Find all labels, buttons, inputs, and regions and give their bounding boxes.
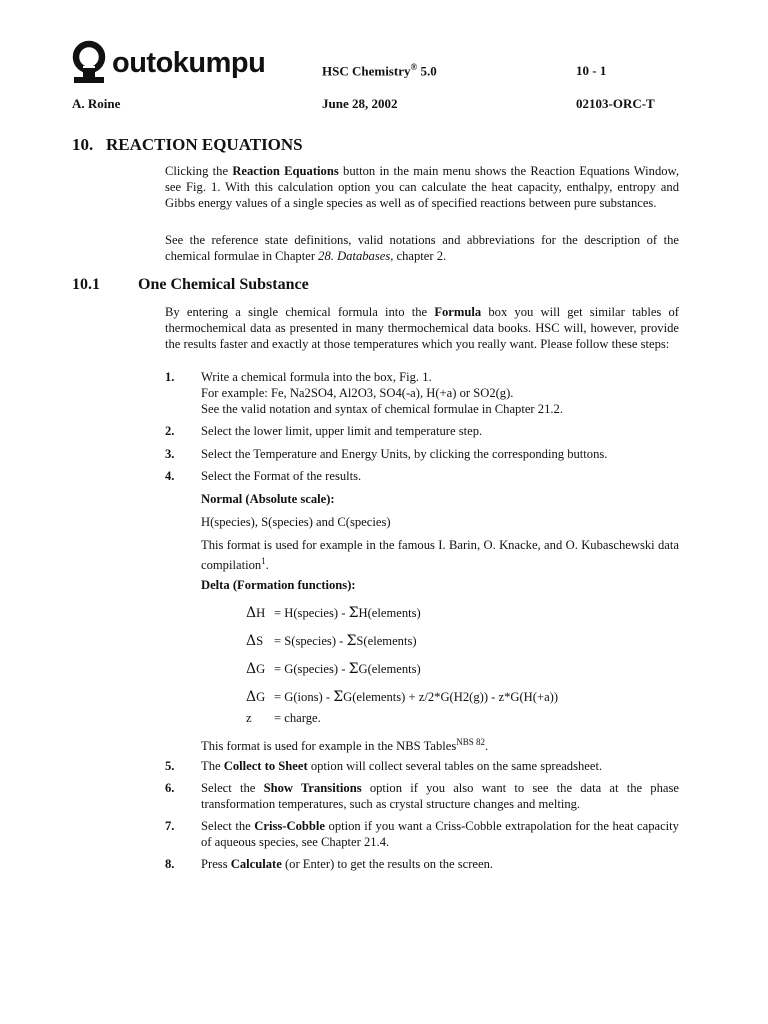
step-2: 2. Select the lower limit, upper limit and temperature step. [165,424,483,438]
formula-term: Formula [434,305,482,319]
subsection-number: 10.1 [72,276,100,293]
step-8: 8. Press Calculate (or Enter) to get the results on the screen. [165,857,494,871]
section-title: REACTION EQUATIONS [106,135,303,154]
product-version: 5.0 [420,63,437,79]
date: June 28, 2002 [322,96,398,111]
step-5: 5. The Collect to Sheet option will collect several tables on the same spreadsheet. [165,759,603,773]
charge-definition: z = charge. [246,711,321,725]
doc-code: 02103-ORC-T [576,96,655,111]
outokumpu-logo [72,40,265,86]
section-heading [72,135,303,155]
equation-delta-g-species: ΔG = G(species) - ΣG(elements) [246,661,421,677]
normal-format-heading: Normal (Absolute scale): [201,492,335,506]
step-1: 1. Write a chemical formula into the box, Fig. 1. For example: Fe, Na2SO4, Al2O3, SO4(-a), H(+a) or SO2(g). See the valid notation and syntax of chemical formulae in Chapter 21.2. [165,370,679,417]
product-title [322,62,437,79]
criss-cobble-term: Criss-Cobble [254,819,325,833]
equation-delta-s: ΔS = S(species) - ΣS(elements) [246,633,417,649]
calculate-term: Calculate [230,857,282,871]
author: A. Roine [72,96,121,111]
step-6: 6. Select the Show Transitions option if you also want to see the data at the phase transformation temperatures, such as crystal structure changes and melting. [165,781,679,811]
subsection-intro: By entering a single chemical formula into the Formula box you will get similar tables of thermochemical data as presented in many thermochemical data books. HSC will, however, provide the results faster and exactly at those temperatures which you really want. Please follow these steps: [165,305,679,351]
step-1-line-2: For example: Fe, Na2SO4, Al2O3, SO4(-a), H(+a) or SO2(g). [201,385,514,400]
intro-paragraph: Clicking the Reaction Equations button in the main menu shows the Reaction Equations Window, see Fig. 1. With this calculation option you can calculate the heat capacity, enthalpy, entropy and Gibbs energy values of a single species as well as of specified reactions between pure substances. [165,164,679,210]
collect-to-sheet-term: Collect to Sheet [223,759,308,773]
normal-format-note: This format is used for example in the famous I. Barin, O. Knacke, and O. Kubaschewski data compilation$^1$. [201,538,679,572]
reaction-equations-term: Reaction Equations [232,164,339,178]
omega-logo-icon [72,40,106,86]
reference-paragraph: See the reference state definitions, valid notations and abbreviations for the description of the chemical formulae in Chapter 28. Databases, chapter 2. [165,233,679,263]
registered-mark: ® [410,62,418,72]
step-1-line-1: Write a chemical formula into the box, Fig. 1. [201,370,432,384]
chapter-reference: 28. Databases, [318,248,394,263]
footnote-1: 1 [261,555,266,566]
section-number: 10. [72,135,94,154]
delta-format-heading: Delta (Formation functions): [201,578,356,592]
subsection-title: One Chemical Substance [138,276,309,293]
step-7: 7. Select the Criss-Cobble option if you want a Criss-Cobble extrapolation for the heat capacity of aqueous species, see Chapter 21.4. [165,819,679,849]
product-name: HSC Chemistry [322,63,411,79]
subsection-heading [72,276,309,294]
normal-format-formula: H(species), S(species) and C(species) [201,515,391,529]
equation-delta-h: ΔH = H(species) - ΣH(elements) [246,605,421,621]
show-transitions-term: Show Transitions [263,781,362,795]
step-4: 4. Select the Format of the results. [165,469,362,483]
page-number: 10 - 1 [576,63,607,78]
step-1-line-3: See the valid notation and syntax of chemical formulae in Chapter 21.2. [201,401,563,416]
delta-format-note: This format is used for example in the NBS Tables$^{NBS 82}$. [201,737,489,754]
logo-text: outokumpu [112,46,266,79]
equation-delta-g-ions: ΔG = G(ions) - ΣG(elements) + z/2*G(H2(g)) - z*G(H(+a)) [246,689,559,705]
step-3: 3. Select the Temperature and Energy Units, by clicking the corresponding buttons. [165,447,608,461]
nbs-reference: NBS 82 [456,737,486,747]
